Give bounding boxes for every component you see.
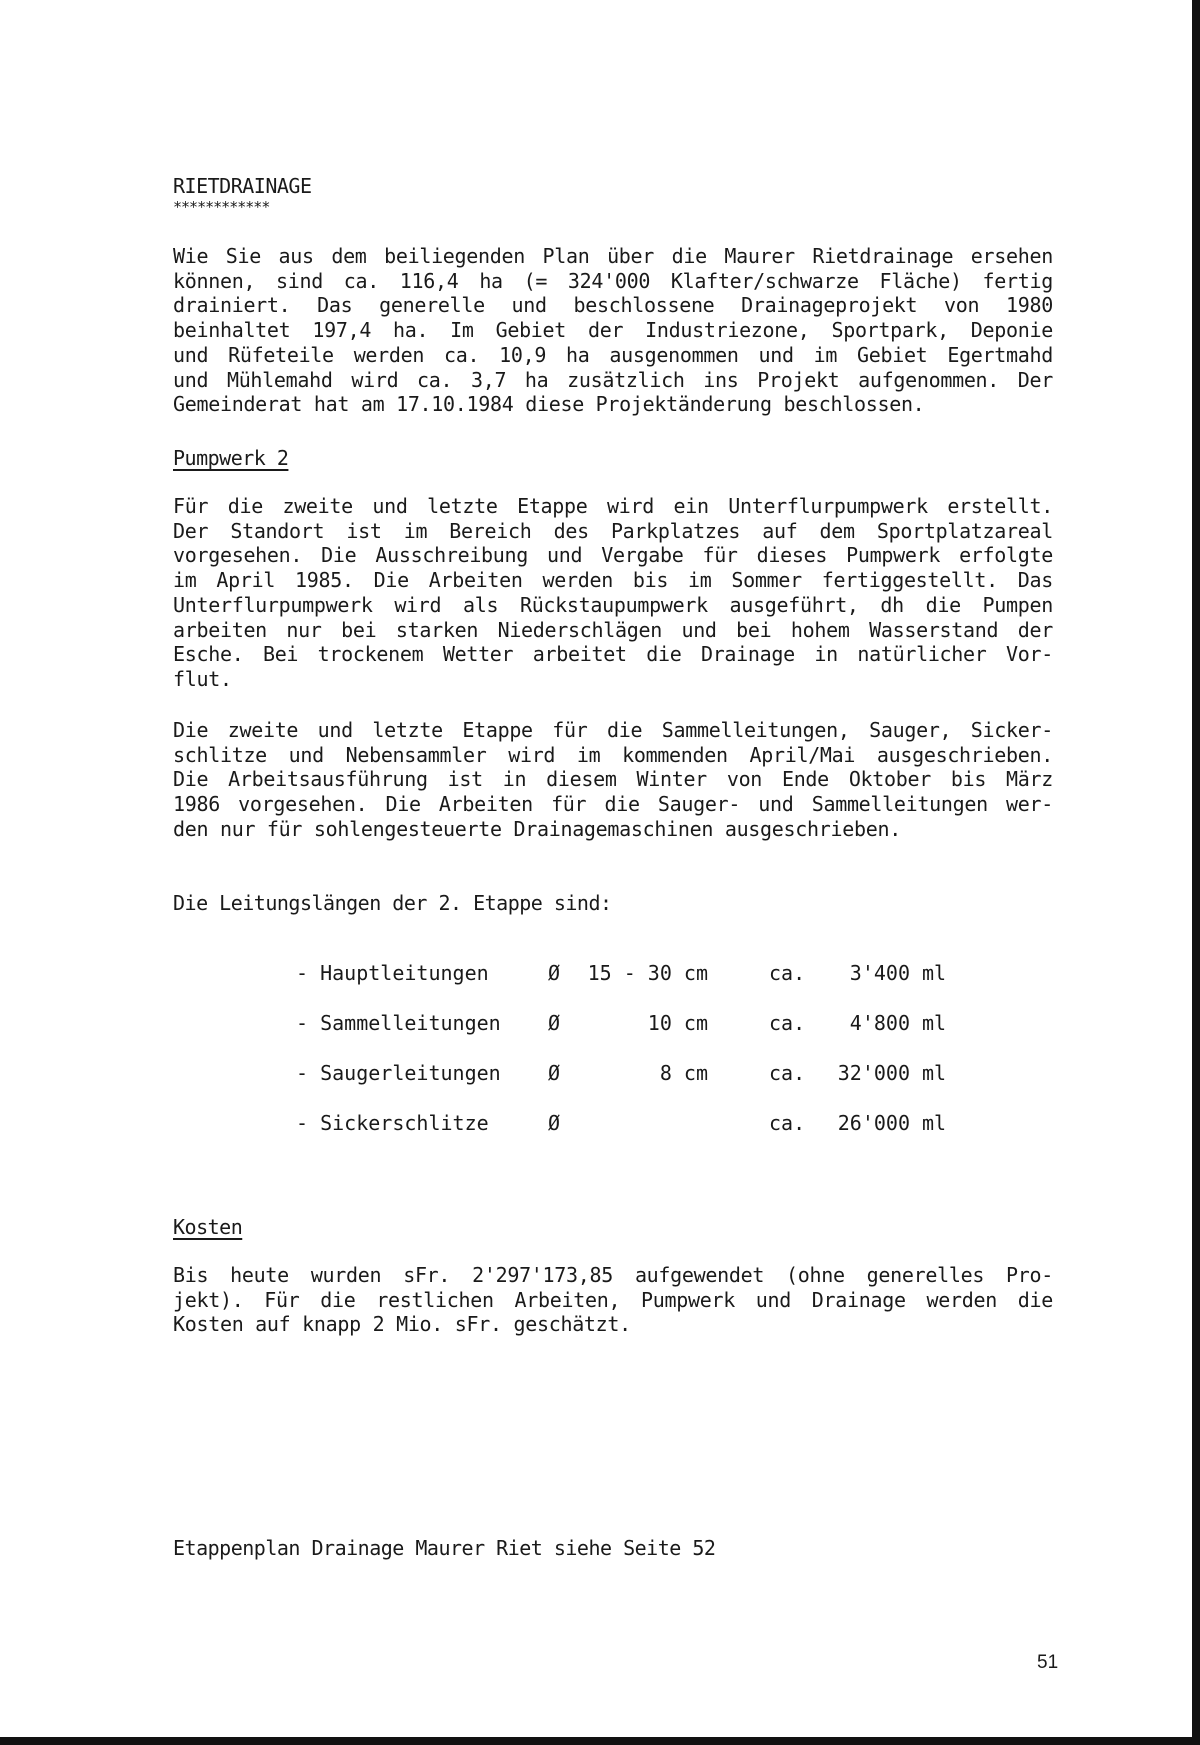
diameter-symbol: Ø	[548, 1011, 561, 1035]
text-line: Gemeinderat hat am 17.10.1984 diese Projektänderung beschlossen.	[173, 392, 925, 417]
text-line: beinhaltet 197,4 ha. Im Gebiet der Industriezone, Sportpark, Deponie	[173, 318, 1053, 343]
diameter-symbol: Ø	[548, 1061, 561, 1085]
text-line: Kosten auf knapp 2 Mio. sFr. geschätzt.	[173, 1312, 631, 1337]
text-line: Wie Sie aus dem beiliegenden Plan über die Maurer Rietdrainage ersehen	[173, 244, 1053, 268]
text-line: und Mühlemahd wird ca. 3,7 ha zusätzlich ins Projekt aufgenommen. Der	[173, 367, 1053, 392]
diameter-symbol: Ø	[548, 961, 561, 985]
length-unit: ml	[922, 1111, 947, 1135]
pipe-diameter: 15 - 30 cm	[587, 961, 708, 985]
text-line: 1986 vorgesehen. Die Arbeiten für die Sauger- und Sammelleitungen wer-	[173, 792, 1053, 817]
kosten-paragraph	[173, 1263, 1053, 1337]
length-unit: ml	[922, 1011, 947, 1035]
text-line: im April 1985. Die Arbeiten werden bis im Sommer fertiggestellt. Das	[173, 568, 1053, 593]
scan-border-right	[1192, 0, 1200, 1745]
pipe-name: - Sammelleitungen	[296, 1011, 501, 1035]
pipe-diameter: 8 cm	[659, 1061, 708, 1085]
pipe-length: 26'000	[837, 1111, 910, 1135]
text-line: drainiert. Das generelle und beschlossene Drainageprojekt von 1980	[173, 293, 1053, 318]
text-line: Der Standort ist im Bereich des Parkplatzes auf dem Sportplatzareal	[173, 518, 1053, 543]
kosten-heading: Kosten	[173, 1215, 243, 1239]
length-unit: ml	[922, 1061, 947, 1085]
diameter-symbol: Ø	[548, 1111, 561, 1135]
text-line: arbeiten nur bei starken Niederschlägen und bei hohem Wasserstand der	[173, 617, 1053, 642]
pumpwerk-paragraph	[173, 494, 1053, 692]
etappe-paragraph	[173, 718, 1053, 842]
text-line: Unterflurpumpwerk wird als Rückstaupumpwerk ausgeführt, dh die Pumpen	[173, 592, 1053, 617]
text-line: Bis heute wurden sFr. 2'297'173,85 aufgewendet (ohne generelles Pro-	[173, 1263, 1053, 1287]
text-line: können, sind ca. 116,4 ha (= 324'000 Klafter/schwarze Fläche) fertig	[173, 268, 1053, 293]
pipe-length: 3'400	[849, 961, 910, 985]
page-number: 51	[1037, 1652, 1059, 1673]
approx-label: ca.	[769, 1111, 806, 1135]
intro-paragraph	[173, 244, 1053, 417]
title-underline-stars: ************	[173, 198, 270, 216]
page-title: RIETDRAINAGE	[173, 174, 312, 198]
text-line: und Rüfeteile werden ca. 10,9 ha ausgenommen und im Gebiet Egertmahd	[173, 342, 1053, 367]
approx-label: ca.	[769, 1011, 806, 1035]
text-line: vorgesehen. Die Ausschreibung und Vergabe für dieses Pumpwerk erfolgte	[173, 543, 1053, 568]
text-line: den nur für sohlengesteuerte Drainagemaschinen ausgeschrieben.	[173, 816, 901, 841]
text-line: Für die zweite und letzte Etappe wird ein Unterflurpumpwerk erstellt.	[173, 494, 1053, 518]
pipe-name: - Hauptleitungen	[296, 961, 489, 985]
scan-border-bottom	[0, 1737, 1200, 1745]
pipe-name: - Sickerschlitze	[296, 1111, 489, 1135]
approx-label: ca.	[769, 1061, 806, 1085]
approx-label: ca.	[769, 961, 806, 985]
length-unit: ml	[922, 961, 947, 985]
text-line: flut.	[173, 666, 232, 691]
pumpwerk-heading: Pumpwerk 2	[173, 446, 289, 470]
text-line: Die Arbeitsausführung ist in diesem Winter von Ende Oktober bis März	[173, 767, 1053, 792]
lengths-intro: Die Leitungslängen der 2. Etappe sind:	[173, 891, 612, 915]
text-line: Esche. Bei trockenem Wetter arbeitet die Drainage in natürlicher Vor-	[173, 642, 1053, 667]
text-line: Die zweite und letzte Etappe für die Sammelleitungen, Sauger, Sicker-	[173, 718, 1053, 742]
text-line: schlitze und Nebensammler wird im kommenden April/Mai ausgeschrieben.	[173, 742, 1053, 767]
footer-note: Etappenplan Drainage Maurer Riet siehe Seite 52	[173, 1536, 716, 1560]
pipe-diameter: 10 cm	[647, 1011, 708, 1035]
text-line: jekt). Für die restlichen Arbeiten, Pumpwerk und Drainage werden die	[173, 1287, 1053, 1312]
pipe-length: 32'000	[837, 1061, 910, 1085]
pipe-name: - Saugerleitungen	[296, 1061, 501, 1085]
pipe-length: 4'800	[849, 1011, 910, 1035]
